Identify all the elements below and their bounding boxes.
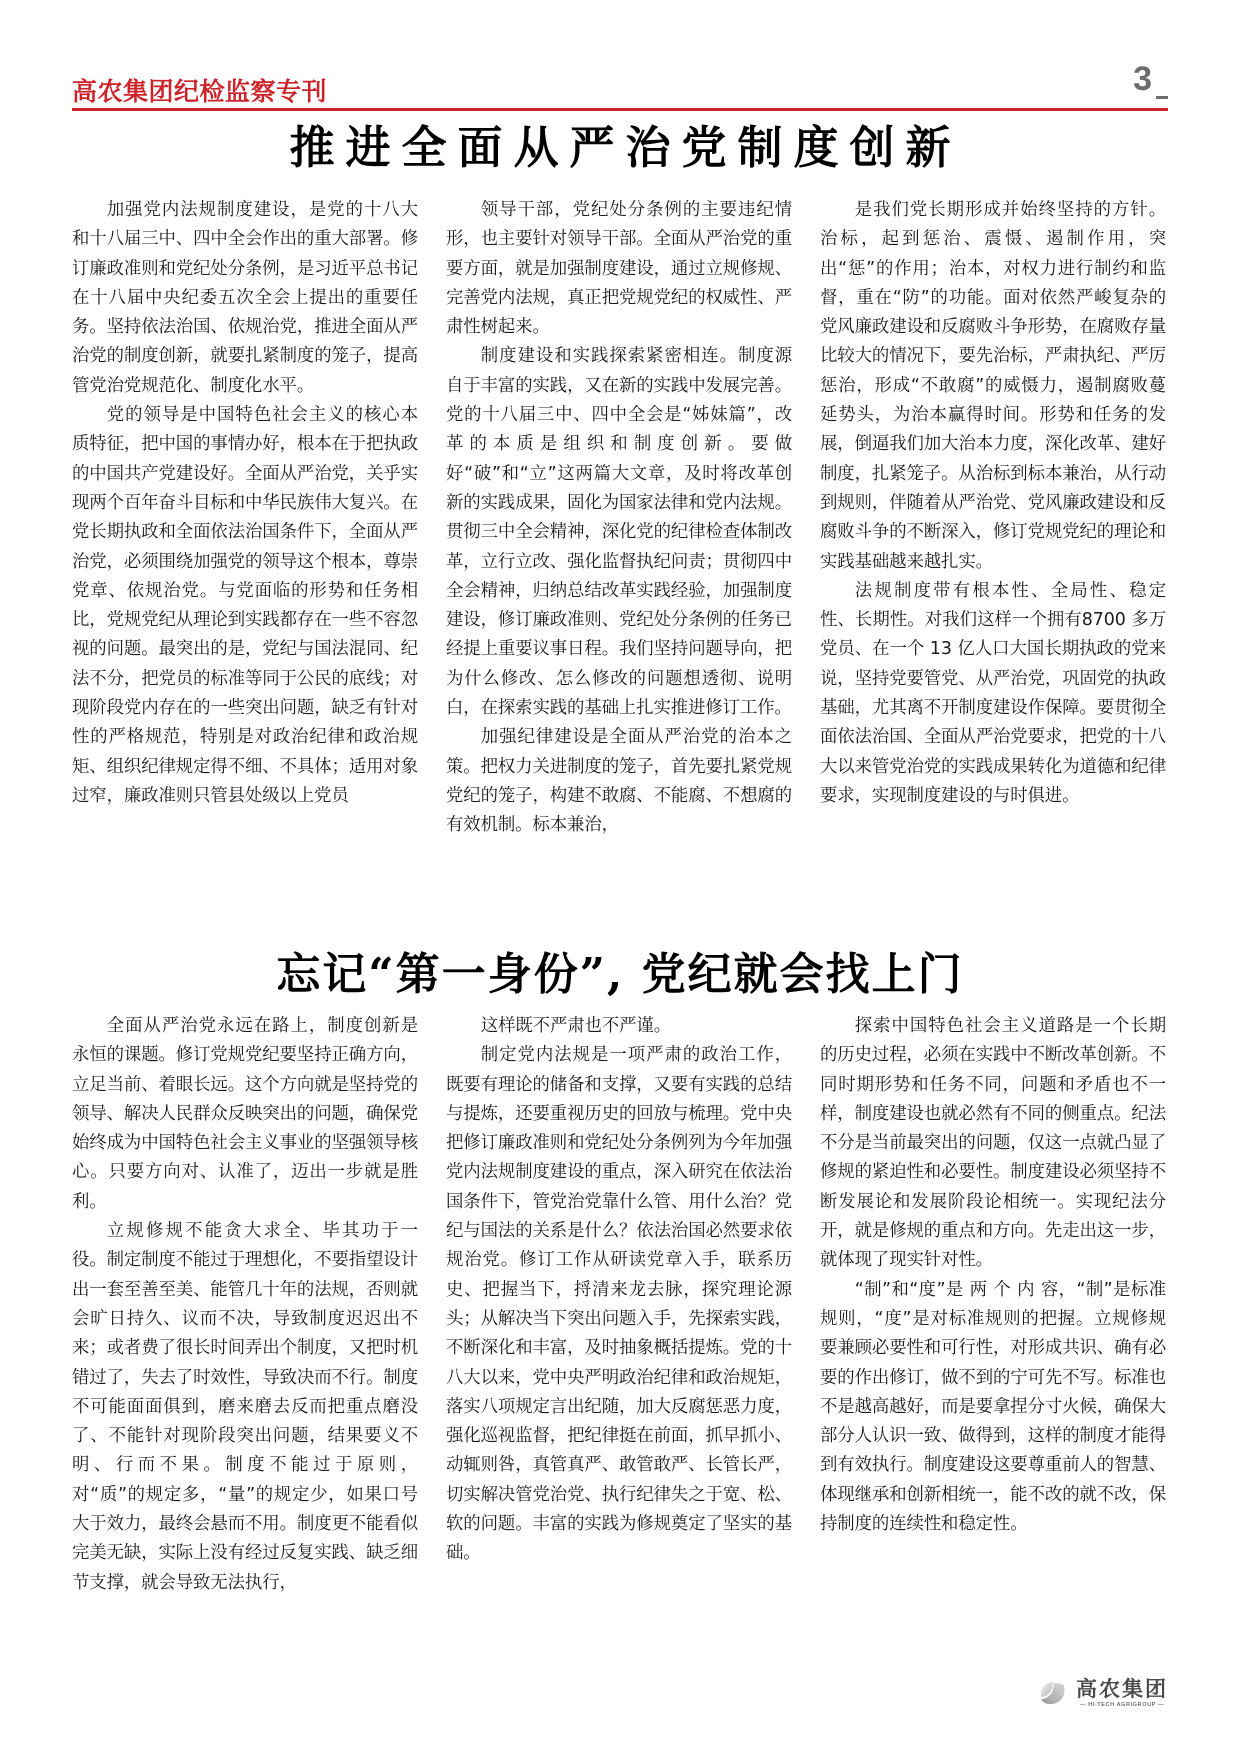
article-2-column-3 [820,1012,1166,1598]
footer-logo [1039,1676,1168,1709]
paragraph: 探索中国特色社会主义道路是一个长期的历史过程，必须在实践中不断改革创新。不同时期形势和任务不同，问题和矛盾也不一样，制度建设也就必然有不同的侧重点。纪法不分是当前最突出的问题，仅这一点就凸显了修规的紧迫性和必要性。制度建设必须坚持不断发展论和发展阶段论相统一。实现纪法分开，就是修规的重点和方向。先走出这一步，就体现了现实针对性。 [820,1016,1166,1271]
paragraph: “制”和“度”是 两 个 内 容，“制”是标准规则，“度”是对标准规则的把握。立规修规要兼顾必要性和可行性，对形成共识、确有必要的作出修订，做不到的宁可先不写。标准也不是越高越好，而是要拿捏分寸火候，确保大部分人认识一致、做得到，这样的制度才能得到有效执行。制度建设这要尊重前人的智慧、体现继承和创新相统一，能不改的就不改，保持制度的连续性和稳定性。 [820,1279,1166,1535]
article-2-headline: 忘记“第一身份”, 党纪就会找上门 [276,949,964,1000]
article-1-column-2 [446,196,792,841]
paragraph: 制度建设和实践探索紧密相连。制度源自于丰富的实践，又在新的实践中发展完善。党的十八届三中、四中全会是“姊妹篇”，改革的本质是组织和制度创新。要做好“破”和“立”这两篇大文章，及时将改革创新的实践成果，固化为国家法律和党内法规。贯彻三中全会精神，深化党的纪律检查体制改革，立行立改、强化监督执纪问责；贯彻四中全会精神，归纳总结改革实践经验，加强制度建设，修订廉政准则、党纪处分条例的任务已经提上重要议事日程。我们坚持问题导向，把为什么修改、怎么修改的问题想透彻、说明白，在探索实践的基础上扎实推进修订工作。 [446,346,792,719]
paragraph: 领导干部，党纪处分条例的主要违纪情形，也主要针对领导干部。全面从严治党的重要方面，就是加强制度建设，通过立规修规、完善党内法规，真正把党规党纪的权威性、严肃性树起来。 [446,200,792,338]
leaf-icon [1039,1680,1069,1706]
paragraph: 法规制度带有根本性、全局性、稳定性、长期性。对我们这样一个拥有8700 多万党员、在一个 13 亿人口大国长期执政的党来说，坚持党要管党、从严治党，巩固党的执政基础，尤其离不开制度建设作保障。要贯彻全面依法治国、全面从严治党要求，把党的十八大以来管党治党的实践成果转化为道德和纪律要求，实现制度建设的与时俱进。 [820,580,1166,806]
article-1-body [72,196,1168,841]
logo-company-name-en: — HI-TECH AGRIGROUP — [1079,1701,1165,1708]
paragraph: 立规修规不能贪大求全、毕其功于一役。制定制度不能过于理想化，不要指望设计出一套至善至美、能管几十年的法规，否则就会旷日持久、议而不决，导致制度迟迟出不来；或者费了很长时间弄出个制度，又把时机错过了，失去了时效性，导致决而不行。制度不可能面面俱到，磨来磨去反而把重点磨没了、不能针对现阶段突出问题，结果要义不明、行而不果。制度不能过于原则，对“质”的规定多，“量”的规定少，如果口号大于效力，最终会悬而不用。制度更不能看似完美无缺，实际上没有经过反复实践、缺乏细节支撑，就会导致无法执行， [72,1221,418,1593]
paragraph: 是我们党长期形成并始终坚持的方针。治标，起到惩治、震慑、遏制作用，突出“惩”的作用；治本，对权力进行制约和监督，重在“防”的功能。面对依然严峻复杂的党风廉政建设和反腐败斗争形势，在腐败存量比较大的情况下，要先治标，严肃执纪、严厉惩治，形成“不敢腐”的威慑力，遏制腐败蔓延势头，为治本赢得时间。形势和任务的发展，倒逼我们加大治本力度，深化改革、建好制度，扎紧笼子。从治标到标本兼治，从行动到规则，伴随着从严治党、党风廉政建设和反腐败斗争的不断深入，修订党规党纪的理论和实践基础越来越扎实。 [820,200,1166,572]
article-1-column-3 [820,196,1166,841]
article-2-body [72,1012,1168,1598]
masthead [72,60,1168,112]
page-number-tick [1156,96,1168,99]
article-1-headline: 推进全面从严治党制度创新 [289,121,962,174]
paragraph: 这样既不严肃也不严谨。 [480,1016,671,1036]
publication-title: 高农集团纪检监察专刊 [72,78,328,106]
paragraph: 党的领导是中国特色社会主义的核心本质特征，把中国的事情办好，根本在于把执政的中国共产党建设好。全面从严治党，关乎实现两个百年奋斗目标和中华民族伟大复兴。在党长期执政和全面依法治国条件下，全面从严治党，必须围绕加强党的领导这个根本，尊崇党章、依规治党。与党面临的形势和任务相比，党规党纪从理论到实践都存在一些不容忽视的问题。最突出的是，党纪与国法混同、纪法不分，把党员的标准等同于公民的底线；对现阶段党内存在的一些突出问题，缺乏有针对性的严格规范，特别是对政治纪律和政治规矩、组织纪律规定得不细、不具体；适用对象过窄，廉政准则只管县处级以上党员 [72,405,418,806]
paragraph: 制定党内法规是一项严肃的政治工作，既要有理论的储备和支撑，又要有实践的总结与提炼，还要重视历史的回放与梳理。党中央把修订廉政准则和党纪处分条例列为今年加强党内法规制度建设的重点，深入研究在依法治国条件下，管党治党靠什么管、用什么治？党纪与国法的关系是什么？依法治国必然要求依规治党。修订工作从研读党章入手，联系历史、把握当下，捋清来龙去脉，探究理论源头；从解决当下突出问题入手，先探索实践，不断深化和丰富，及时抽象概括提炼。党的十八大以来，党中央严明政治纪律和政治规矩，落实八项规定言出纪随，加大反腐惩恶力度，强化巡视监督，把纪律挺在前面，抓早抓小、动辄则咎，真管真严、敢管敢严、长管长严，切实解决管党治党、执行纪律失之于宽、松、软的问题。丰富的实践为修规奠定了坚实的基础。 [446,1045,792,1564]
page-number: 3 [1133,60,1152,98]
logo-company-name: 高农集团 [1076,1676,1168,1701]
paragraph: 加强党内法规制度建设，是党的十八大和十八届三中、四中全会作出的重大部署。修订廉政准则和党纪处分条例，是习近平总书记在十八届中央纪委五次全会上提出的重要任务。坚持依法治国、依规治党，推进全面从严治党的制度创新，就要扎紧制度的笼子，提高管党治党规范化、制度化水平。 [72,200,418,396]
article-2-column-1 [72,1012,418,1598]
paragraph: 全面从严治党永远在路上，制度创新是永恒的课题。修订党规党纪要坚持正确方向，立足当前、着眼长远。这个方向就是坚持党的领导、解决人民群众反映突出的问题，确保党始终成为中国特色社会主义事业的坚强领导核心。只要方向对、认准了，迈出一步就是胜利。 [72,1016,418,1212]
article-1-column-1 [72,196,418,841]
article-2-column-2 [446,1012,792,1598]
masthead-divider [72,108,1168,111]
paragraph: 加强纪律建设是全面从严治党的治本之策。把权力关进制度的笼子，首先要扎紧党规党纪的笼子，构建不敢腐、不能腐、不想腐的有效机制。标本兼治， [446,727,792,836]
logo-text [1076,1676,1168,1709]
